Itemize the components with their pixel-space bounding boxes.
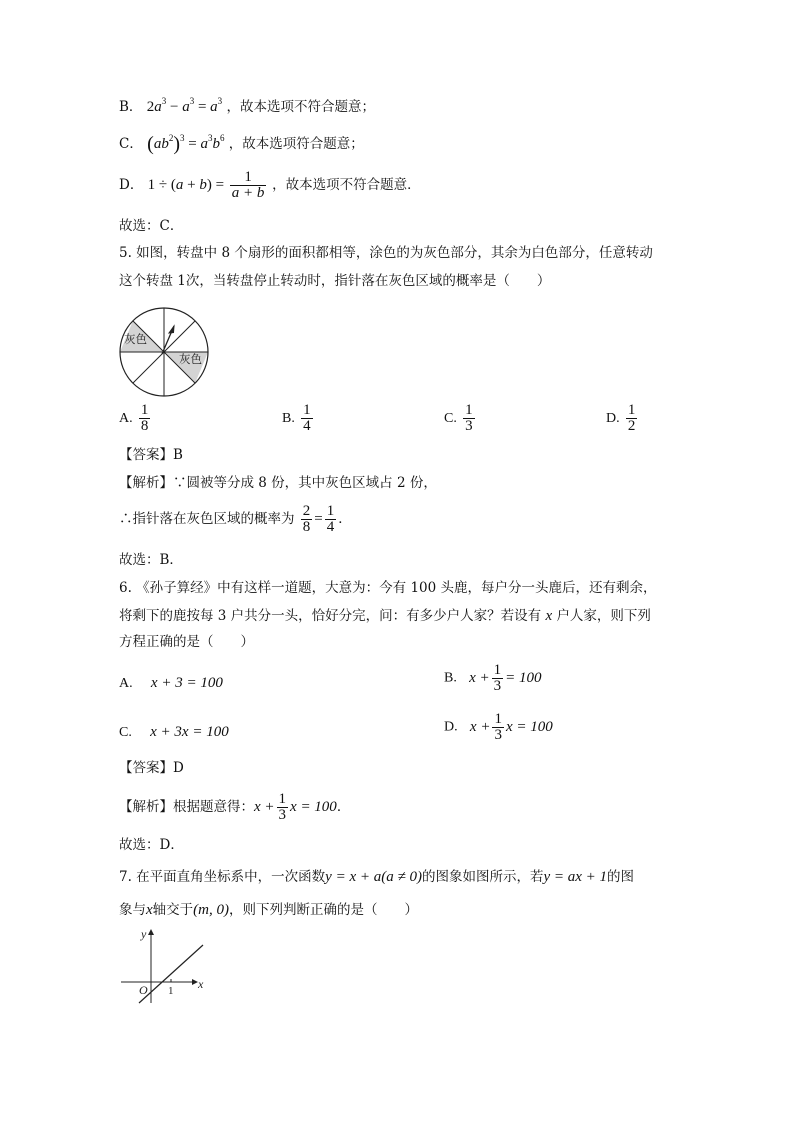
q7-equation-2: y = ax + 1 <box>543 869 608 885</box>
q4-option-d-comment: ，故本选项不符合题意． <box>272 176 421 193</box>
q7-stem-line2-c: ，则下列判断正确的是（ ） <box>229 902 418 918</box>
q7-stem-c: 的图 <box>607 869 635 885</box>
q6-option-b-fraction: $\frac{1}{3}$ <box>493 662 502 694</box>
q7-equation-1: y = x + a <box>325 869 382 885</box>
q5-answer: 【答案】B <box>119 447 183 463</box>
q5-analysis-prefix: ∴指针落在灰色区域的概率为 <box>119 510 295 527</box>
q6-stem-variable: x <box>545 608 553 624</box>
q4-option-b <box>119 96 375 115</box>
q5-conclusion: 故选：B． <box>119 552 183 568</box>
q7-x-label: x <box>198 977 204 991</box>
q6-option-a-label: A. <box>119 676 133 691</box>
q6-stem-line2-text: 将剩下的鹿按每 3 户共分一头，恰好分完，问：有多少户人家？若设有 <box>119 608 542 624</box>
q7-graph <box>115 925 215 1007</box>
q5-option-b-label: B. <box>282 411 295 426</box>
q5-spinner-figure <box>118 305 214 401</box>
q5-option-a-fraction: $\frac{1}{8}$ <box>140 402 149 434</box>
q4-option-c <box>119 134 364 154</box>
q7-stem-line2-a: 象与 <box>119 902 146 918</box>
q7-point: (m, 0) <box>193 902 229 918</box>
q6-analysis-pre: x + <box>254 799 275 815</box>
q6-analysis-fraction: $\frac{1}{3}$ <box>278 791 287 823</box>
q6-option-c-expr: x + 3x = 100 <box>150 724 229 740</box>
q6-stem-line2-end: 户人家，则下列 <box>556 608 651 624</box>
q4-conclusion: 故选：C． <box>119 218 184 234</box>
q6-analysis-tag: 【解析】 <box>119 798 173 815</box>
q6-analysis-end: ． <box>336 798 351 815</box>
q6-option-d <box>444 712 553 743</box>
q6-answer: 【答案】D <box>119 760 184 776</box>
q7-y-label: y <box>141 927 147 941</box>
q5-analysis-line1 <box>119 477 437 491</box>
q6-option-b-post: = 100 <box>505 670 542 686</box>
q7-condition: (a ≠ 0) <box>381 869 422 885</box>
q4-option-d-expr: 1 ÷ (a + b) = $\frac{1}{a + b}$ <box>147 169 265 201</box>
q5-fraction-2-8: $\frac{2}{8}$ <box>302 503 311 535</box>
q5-gray-label-right: 灰色 <box>179 352 202 366</box>
q4-option-d <box>119 170 421 201</box>
q4-option-d-label: D． <box>119 176 144 193</box>
q5-option-d <box>606 403 639 434</box>
q6-stem-line3: 方程正确的是（ ） <box>119 634 254 650</box>
q7-tick-label: 1 <box>168 985 174 997</box>
q7-stem-line1 <box>119 870 634 885</box>
q5-option-d-fraction: $\frac{1}{2}$ <box>627 402 636 434</box>
q4-option-c-label: C． <box>119 136 143 152</box>
q5-analysis-tag: 【解析】 <box>119 475 173 491</box>
q6-analysis-post: x = 100 <box>290 799 337 815</box>
q5-stem-line2: 这个转盘 1次，当转盘停止转动时，指针落在灰色区域的概率是（ ） <box>119 273 551 289</box>
q6-option-d-pre: x + <box>469 719 491 735</box>
q6-option-c-label: C. <box>119 725 132 740</box>
q6-conclusion: 故选：D． <box>119 837 184 853</box>
q6-option-a-expr: x + 3 = 100 <box>150 675 223 691</box>
q4-option-d-fraction: $\frac{1}{a + b}$ <box>231 169 265 201</box>
q4-option-c-expr: $(ab^2)^3 = a^3b^6$ <box>147 133 225 155</box>
q4-option-b-comment: ，故本选项不符合题意； <box>226 99 375 115</box>
q6-option-c <box>119 724 229 741</box>
q7-stem-line2-b: 轴交于 <box>152 902 194 918</box>
q5-analysis-text: ∵圆被等分成 8 份，其中灰色区域占 2 份， <box>173 475 437 491</box>
q5-option-d-label: D. <box>606 411 620 426</box>
q4-option-b-label: B． <box>119 99 143 115</box>
q5-option-b <box>282 403 315 434</box>
q5-fraction-1-4: $\frac{1}{4}$ <box>326 503 335 535</box>
q7-stem-variable: x <box>146 902 153 918</box>
q5-option-b-fraction: $\frac{1}{4}$ <box>303 402 311 434</box>
q6-option-a <box>119 675 223 692</box>
q6-option-d-label: D. <box>444 719 458 735</box>
q6-analysis-text: 根据题意得： <box>173 798 254 815</box>
q5-option-a <box>119 403 152 434</box>
q6-option-b-pre: x + <box>469 670 490 686</box>
q7-stem-b: 的图象如图所示，若 <box>421 869 544 885</box>
q6-stem-line1: 6. 《孙子算经》中有这样一道题，大意为：今有 100 头鹿，每户分一头鹿后，还有剩余， <box>119 580 657 596</box>
q6-option-b <box>444 663 542 694</box>
q6-option-d-fraction: $\frac{1}{3}$ <box>494 711 502 743</box>
q4-option-c-comment: ，故本选项符合题意； <box>228 136 364 152</box>
q6-stem-line2 <box>119 609 651 624</box>
q5-gray-label-left: 灰色 <box>124 332 147 346</box>
q6-analysis <box>119 792 350 823</box>
q7-stem-a: 7. 在平面直角坐标系中，一次函数 <box>119 869 326 885</box>
q4-option-b-expr: $2a^3 - a^3 = a^3$ <box>146 96 223 115</box>
q7-stem-line2 <box>119 903 418 918</box>
q6-option-b-label: B. <box>444 670 457 686</box>
q5-option-c <box>444 403 477 434</box>
q7-origin-label: O <box>139 983 148 997</box>
q5-option-a-label: A. <box>119 411 133 426</box>
q5-stem-line1: 5. 如图，转盘中 8 个扇形的面积都相等，涂色的为灰色部分，其余为白色部分，任意转动 <box>119 245 653 261</box>
q5-option-c-label: C. <box>444 411 457 426</box>
q5-analysis-line2: ∴指针落在灰色区域的概率为 $\frac{2}{8}$ = $\frac{1}{4}$ ． <box>119 503 352 535</box>
q6-option-d-post: x = 100 <box>505 719 553 735</box>
q5-option-c-fraction: $\frac{1}{3}$ <box>465 402 473 434</box>
